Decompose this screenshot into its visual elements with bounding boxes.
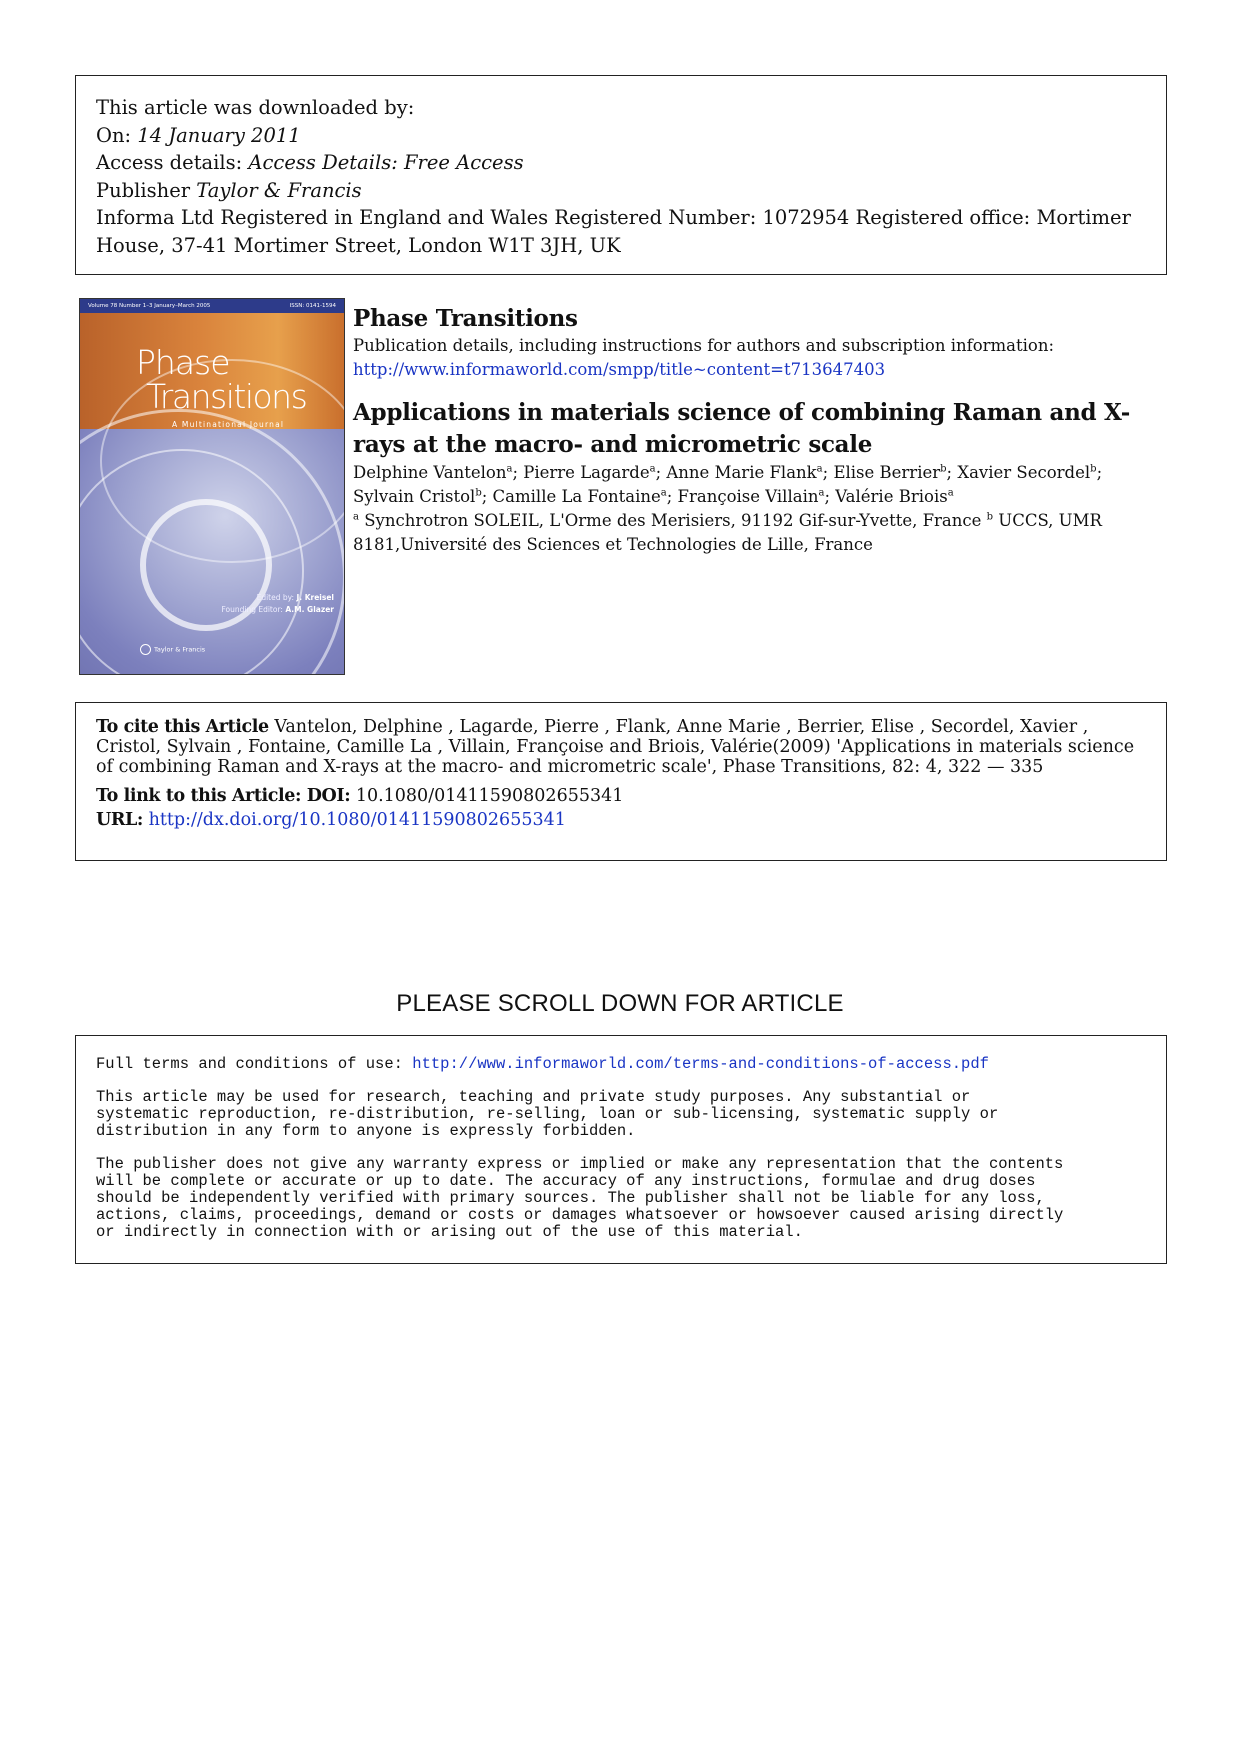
author-affiliation-mark: b: [475, 487, 482, 499]
downloaded-by-line: This article was downloaded by:: [96, 96, 415, 119]
cover-header: [80, 299, 344, 313]
citation-text: [96, 717, 1146, 777]
terms-line: [96, 1056, 1146, 1073]
author-name: Camille La Fontaine: [492, 487, 661, 506]
author-affiliation-mark: a: [818, 487, 825, 499]
url-line: [96, 808, 1146, 832]
download-date: 14 January 2011: [137, 123, 301, 147]
author-list: Delphine Vantelon$^a$; Pierre Lagarde$^a$; Anne Marie Flank$^a$; Elise Berrier$^b$; Xavier Secordel$^b$; Sylvain Cristol$^b$; Camille La Fontaine$^a$; Françoise Villain$^a$; Valérie Briois$^a$: [353, 463, 1103, 506]
author-affiliation-mark: b: [940, 463, 947, 475]
access-details-line: [96, 149, 1146, 177]
download-date-label: On:: [96, 123, 132, 147]
affiliation-b: UCCS, UMR 8181,Université des Sciences et Technologies de Lille, France: [353, 511, 1102, 554]
cover-subtitle: A Multinational Journal: [172, 420, 285, 429]
cover-editor-name: J. Kreisel: [296, 593, 334, 602]
cover-editor-label: Edited by:: [256, 593, 295, 602]
publisher-line: [96, 177, 1146, 205]
cover-founding-editor: [221, 605, 334, 614]
citation-box: [75, 702, 1167, 861]
author-name: Delphine Vantelon: [353, 463, 507, 482]
doi-label: To link to this Article: DOI:: [96, 786, 351, 806]
journal-cover-image[interactable]: [79, 298, 345, 675]
access-details-label: Access details:: [96, 151, 243, 174]
author-name: Valérie Briois: [835, 487, 948, 506]
author-name: Françoise Villain: [677, 487, 819, 506]
author-name: Xavier Secordel: [957, 463, 1091, 482]
author-affiliation-mark: a: [660, 487, 667, 499]
cover-volume: Volume 78 Number 1–3 January–March 2005: [88, 303, 211, 309]
affiliation-a: Synchrotron SOLEIL, L'Orme des Merisiers, 91192 Gif-sur-Yvette, France: [364, 511, 982, 530]
cover-founding-name: A.M. Glazer: [285, 605, 334, 614]
author-affiliation-mark: b: [1090, 463, 1097, 475]
download-info-box: [75, 75, 1167, 275]
affiliations: [353, 509, 1153, 557]
cite-value: Vantelon, Delphine , Lagarde, Pierre , Flank, Anne Marie , Berrier, Elise , Secordel, Xavier , Cristol, Sylvain , Fontaine, Camille La , Villain, Françoise and Briois, Valérie(2009) 'Applications in materials science of combining Raman and X-rays at the macro- and micrometric scale', Phase Transitions, 82: 4, 322 — 335: [96, 717, 1135, 777]
journal-url-link[interactable]: http://www.informaworld.com/smpp/title~content=t713647403: [353, 360, 886, 379]
terms-paragraph-disclaimer: The publisher does not give any warranty express or implied or make any representation that the contents will be complete or accurate or up to date. The accuracy of any instructions, formulae and drug doses should be independently verified with primary sources. The publisher shall not be liable for any loss, actions, claims, proceedings, demand or costs or damages whatsoever or howsoever caused arising directly or indirectly in connection with or arising out of the use of this material.: [96, 1155, 1064, 1241]
doi-value: 10.1080/01411590802655341: [355, 786, 624, 806]
access-details-value: Access Details: Free Access: [248, 151, 524, 174]
cover-issn: ISSN: 0141-1594: [289, 303, 336, 309]
terms-box: [75, 1035, 1167, 1264]
author-affiliation-mark: a: [506, 463, 513, 475]
terms-paragraph-usage: This article may be used for research, teaching and private study purposes. Any substantial or systematic reproduction, re-distribution, re-selling, loan or sub-licensing, systematic supply or distribution in any form to anyone is expressly forbidden.: [96, 1088, 999, 1140]
cover-title-line2: Transitions: [146, 377, 307, 416]
author-affiliation-mark: a: [947, 487, 954, 499]
article-metadata: [353, 304, 1153, 557]
download-date-line: [96, 122, 1146, 150]
scroll-down-notice: PLEASE SCROLL DOWN FOR ARTICLE: [396, 990, 844, 1017]
terms-label: Full terms and conditions of use:: [96, 1055, 403, 1073]
journal-title: Phase Transitions: [353, 305, 578, 332]
registration-text: Informa Ltd Registered in England and Wales Registered Number: 1072954 Registered office: Mortimer House, 37-41 Mortimer Street, London W1T 3JH, UK: [96, 206, 1131, 257]
url-label: URL:: [96, 810, 143, 830]
author-name: Anne Marie Flank: [666, 463, 817, 482]
publisher-label: Publisher: [96, 178, 191, 202]
publication-details: Publication details, including instructions for authors and subscription information:: [353, 336, 1055, 355]
cover-founding-label: Founding Editor:: [221, 605, 283, 614]
affiliation-a-mark: a: [353, 511, 359, 523]
affiliation-b-mark: b: [986, 511, 994, 523]
publisher-value: Taylor & Francis: [196, 178, 362, 202]
author-affiliation-mark: a: [649, 463, 656, 475]
doi-line: [96, 784, 1146, 808]
terms-url-link[interactable]: http://www.informaworld.com/terms-and-conditions-of-access.pdf: [412, 1055, 989, 1073]
article-title: Applications in materials science of combining Raman and X-rays at the macro- and micrometric scale: [353, 399, 1130, 458]
author-name: Elise Berrier: [833, 463, 941, 482]
author-affiliation-mark: a: [816, 463, 823, 475]
cover-title-line1: Phase: [136, 343, 230, 382]
doi-url-link[interactable]: http://dx.doi.org/10.1080/01411590802655341: [148, 810, 566, 830]
author-name: Sylvain Cristol: [353, 487, 476, 506]
cite-label: To cite this Article: [96, 717, 269, 737]
author-name: Pierre Lagarde: [523, 463, 650, 482]
cover-editor: [257, 593, 334, 602]
cover-publisher-logo: Taylor & Francis: [140, 644, 205, 655]
